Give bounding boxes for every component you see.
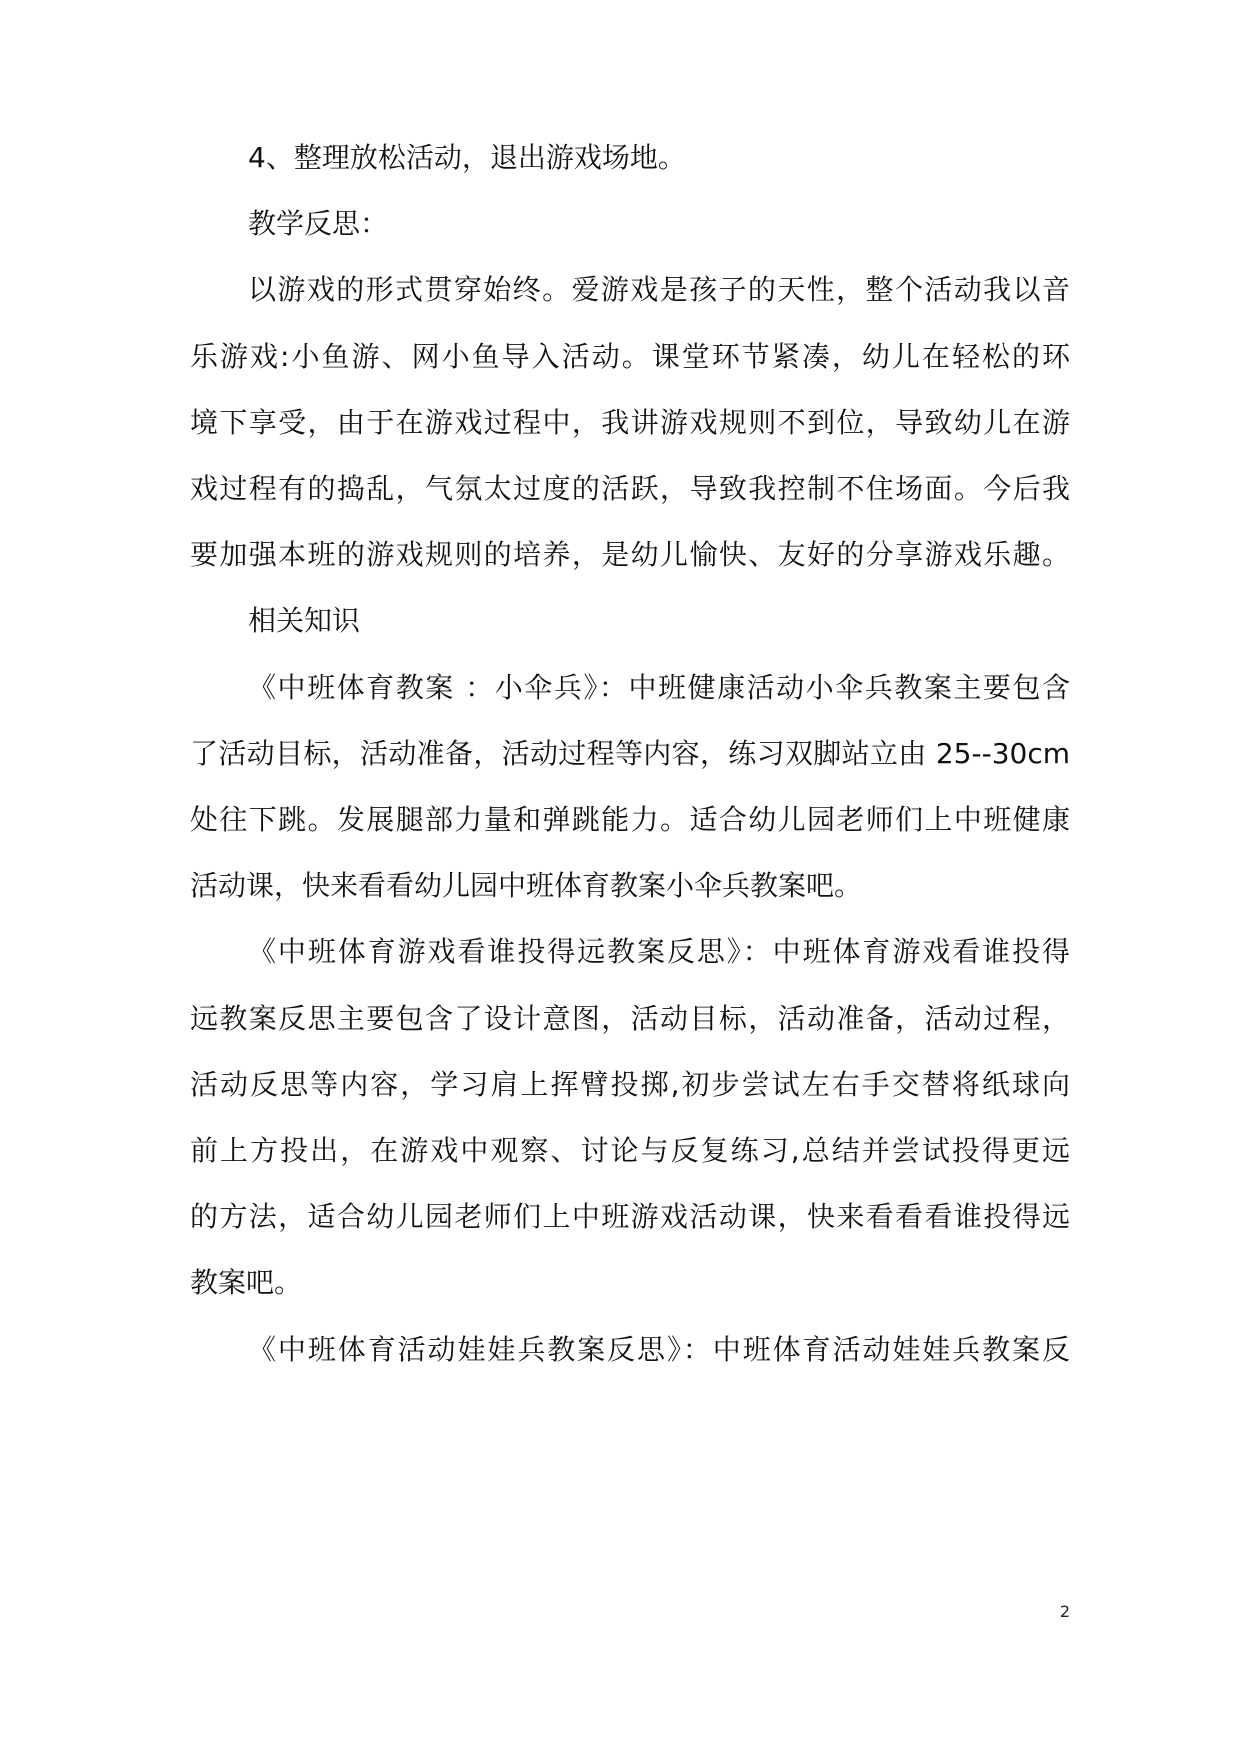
- page-number: 2: [1059, 1602, 1070, 1621]
- text-line: 相关知识: [248, 604, 361, 637]
- text-line: 远教案反思主要包含了设计意图，活动目标，活动准备，活动过程，: [190, 1002, 1070, 1035]
- text-line: 教案吧。: [190, 1266, 303, 1299]
- text-line: 处往下跳。发展腿部力量和弹跳能力。适合幼儿园老师们上中班健康: [190, 803, 1070, 836]
- text-line: 戏过程有的捣乱，气氛太过度的活跃，导致我控制不住场面。今后我: [190, 472, 1070, 505]
- text-line: 《中班体育游戏看谁投得远教案反思》：中班体育游戏看谁投得: [248, 935, 1070, 968]
- text-line: 教学反思：: [248, 207, 389, 240]
- text-line: 4、整理放松活动，退出游戏场地。: [248, 141, 686, 174]
- text-line: 《中班体育活动娃娃兵教案反思》：中班体育活动娃娃兵教案反: [248, 1333, 1070, 1366]
- text-line: 前上方投出，在游戏中观察、讨论与反复练习,总结并尝试投得更远: [190, 1134, 1070, 1167]
- text-line: 《中班体育教案 ：小伞兵》：中班健康活动小伞兵教案主要包含: [248, 671, 1070, 704]
- text-line: 乐游戏:小鱼游、网小鱼导入活动。课堂环节紧凑，幼儿在轻松的环: [190, 340, 1070, 373]
- text-line: 活动反思等内容，学习肩上挥臂投掷,初步尝试左右手交替将纸球向: [190, 1068, 1070, 1101]
- text-line: 的方法，适合幼儿园老师们上中班游戏活动课，快来看看看谁投得远: [190, 1200, 1070, 1233]
- text-line: 了活动目标，活动准备，活动过程等内容，练习双脚站立由 25--30cm: [190, 737, 1070, 770]
- text-line: 活动课，快来看看幼儿园中班体育教案小伞兵教案吧。: [190, 869, 863, 902]
- text-line: 境下享受，由于在游戏过程中，我讲游戏规则不到位，导致幼儿在游: [190, 406, 1070, 439]
- text-line: 要加强本班的游戏规则的培养，是幼儿愉快、友好的分享游戏乐趣。: [190, 538, 1070, 571]
- text-line: 以游戏的形式贯穿始终。爱游戏是孩子的天性，整个活动我以音: [248, 273, 1070, 306]
